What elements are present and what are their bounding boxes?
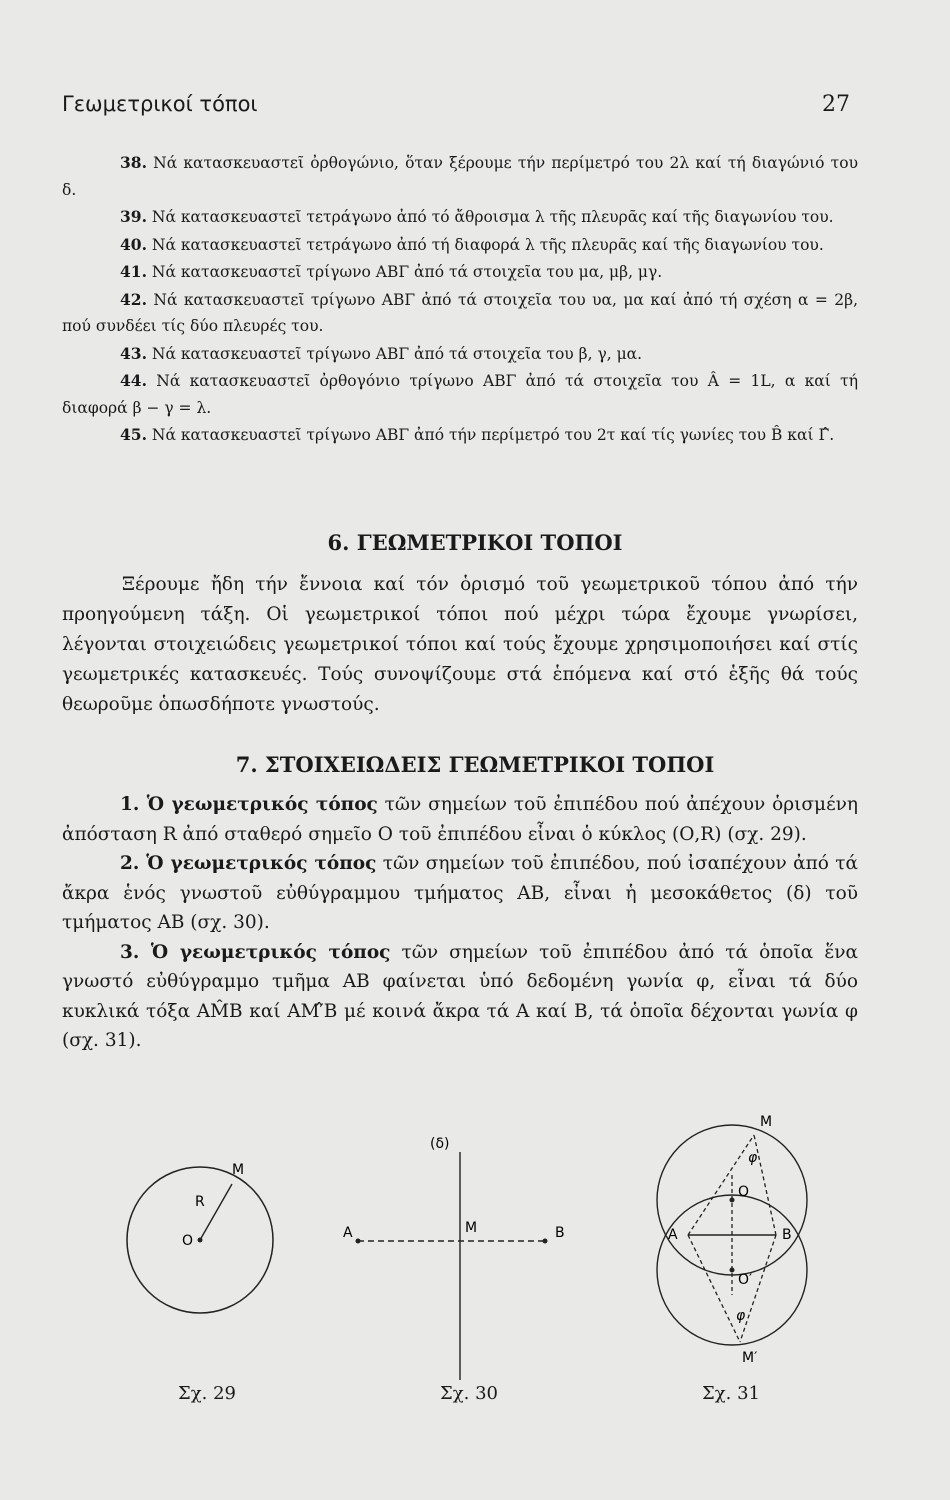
- exercise-item: [62, 204, 858, 231]
- exercise-text: Νά κατασκευαστεῖ τετράγωνο ἀπό τή διαφορά λ τῆς πλευρᾶς καί τῆς διαγωνίου του.: [151, 235, 824, 254]
- line-bm: [754, 1135, 776, 1235]
- label-b: B: [555, 1225, 565, 1241]
- locus-item: [62, 938, 858, 1056]
- locus-text: τῶν σημείων τοῦ ἐπιπέδου, πού ἰσαπέχουν ἀπό τά ἄκρα ἑνός γνωστοῦ εὐθύγραμμου τμήματος ΑΒ, εἶναι ἡ μεσοκάθετος (δ) τοῦ τμήματος ΑΒ (σχ. 30).: [62, 853, 859, 933]
- exercise-number: 44.: [120, 371, 147, 390]
- center-o2: [730, 1268, 735, 1273]
- caption-fig-31: Σχ. 31: [702, 1383, 760, 1404]
- exercise-number: 39.: [120, 207, 147, 226]
- label-phi-lower: φ: [736, 1308, 746, 1324]
- label-a: A: [343, 1225, 353, 1241]
- figure-29: [127, 1162, 273, 1313]
- exercise-item: [62, 422, 858, 449]
- exercise-text: Νά κατασκευαστεῖ ὀρθογώνιο, ὅταν ξέρουμε τήν περίμετρό του 2λ καί τή διαγώνιό του δ.: [62, 154, 858, 199]
- section-6-paragraph: Ξέρουμε ἤδη τήν ἔννοια καί τόν ὁρισμό τοῦ γεωμετρικοῦ τόπου ἀπό τήν προηγούμενη τάξη. Οἱ γεωμετρικοί τόποι πού μέχρι τώρα ἔχουμε γνωρίσει, λέγονται στοιχειώδεις γεωμετρικοί τόποι καί τούς ἔχουμε χρησιμοποιήσει καί στίς γεωμετρικές κατασκευές. Τούς συνοψίζουμε στά ἑπόμενα καί στό ἑξῆς θά τούς θεωροῦμε ὁπωσδήποτε γνωστούς.: [62, 574, 858, 715]
- radius-line: [200, 1184, 232, 1240]
- label-radius: R: [195, 1194, 205, 1210]
- exercise-list: [62, 150, 858, 450]
- section-7-heading: 7. ΣΤΟΙΧΕΙΩΔΕΙΣ ΓΕΩΜΕΤΡΙΚΟΙ ΤΟΠΟΙ: [235, 752, 715, 777]
- figure-31: [657, 1114, 807, 1366]
- point-a: [356, 1239, 361, 1244]
- exercise-number: 43.: [120, 343, 147, 363]
- exercise-number: 38.: [120, 153, 147, 172]
- section-6-heading: 6. ΓΕΩΜΕΤΡΙΚΟΙ ΤΟΠΟΙ: [327, 530, 623, 555]
- label-m: M: [760, 1114, 773, 1130]
- caption-fig-29: Σχ. 29: [178, 1383, 236, 1404]
- locus-text: τῶν σημείων τοῦ ἐπιπέδου πού ἀπέχουν ὁρισμένη ἀπόσταση R ἀπό σταθερό σημεῖο Ο τοῦ ἐπιπέδου εἶναι ὁ κύκλος (Ο,R) (σχ. 29).: [62, 794, 858, 845]
- center-o: [730, 1198, 735, 1203]
- label-m-prime: M′: [742, 1350, 758, 1366]
- page-header: [62, 92, 850, 117]
- exercise-item: [62, 232, 858, 259]
- exercise-number: 41.: [120, 262, 147, 281]
- label-o: O: [738, 1184, 750, 1200]
- exercise-number: 45.: [120, 425, 147, 444]
- exercise-number: 42.: [120, 289, 147, 309]
- exercise-item: [62, 287, 858, 340]
- exercise-item: [62, 368, 858, 421]
- label-b: B: [782, 1227, 792, 1243]
- exercise-text: Νά κατασκευαστεῖ τρίγωνο ΑΒΓ ἀπό τήν περίμετρό του 2τ καί τίς γωνίες του B̂ καί Γ̂.: [151, 426, 835, 444]
- label-m: M: [465, 1220, 478, 1236]
- locus-lead: 1. Ὁ γεωμετρικός τόπος: [120, 794, 378, 815]
- chapter-title: Γεωμετρικοί τόποι: [62, 92, 258, 116]
- locus-list: [62, 790, 858, 1056]
- line-bm2: [740, 1235, 776, 1342]
- figure-30: [343, 1136, 565, 1380]
- exercise-text: Νά κατασκευαστεῖ τρίγωνο ΑΒΓ ἀπό τά στοιχεῖα του υα, μα καί ἀπό τή σχέση α = 2β, πού συνδέει τίς δύο πλευρές του.: [62, 290, 859, 335]
- exercise-item: [62, 150, 858, 203]
- exercise-item: [62, 259, 858, 286]
- locus-item: [62, 790, 858, 849]
- exercise-item: [62, 341, 858, 368]
- exercise-number: 40.: [120, 234, 147, 254]
- point-b: [543, 1239, 548, 1244]
- center-point: [198, 1238, 203, 1243]
- label-a: A: [668, 1227, 678, 1243]
- exercise-text: Νά κατασκευαστεῖ ὀρθογόνιο τρίγωνο ΑΒΓ ἀπό τά στοιχεῖα του Â = 1L, α καί τή διαφορά β − γ = λ.: [62, 372, 858, 417]
- label-phi: φ: [748, 1150, 758, 1166]
- locus-lead: 2. Ὁ γεωμετρικός τόπος: [120, 853, 377, 874]
- figures-area: [0, 1080, 950, 1410]
- exercise-text: Νά κατασκευαστεῖ τρίγωνο ΑΒΓ ἀπό τά στοιχεῖα του β, γ, μα.: [151, 344, 643, 363]
- label-line-delta: (δ): [430, 1136, 450, 1152]
- label-point-m: M: [232, 1162, 245, 1178]
- exercise-text: Νά κατασκευαστεῖ τρίγωνο ΑΒΓ ἀπό τά στοιχεῖα του μα, μβ, μγ.: [151, 263, 663, 281]
- page-number: 27: [822, 92, 850, 117]
- label-o-prime: O′: [738, 1272, 753, 1288]
- exercise-text: Νά κατασκευαστεῖ τετράγωνο ἀπό τό ἄθροισμα λ τῆς πλευρᾶς καί τῆς διαγωνίου του.: [151, 208, 834, 226]
- caption-fig-30: Σχ. 30: [440, 1383, 498, 1404]
- label-center: O: [182, 1233, 194, 1249]
- locus-item: [62, 849, 858, 938]
- locus-text: τῶν σημείων τοῦ ἐπιπέδου ἀπό τά ὁποῖα ἕνα γνωστό εὐθύγραμμο τμῆμα ΑΒ φαίνεται ὑπό δεδομένη γωνία φ, εἶναι τά δύο κυκλικά τόξα ΑM̂Β καί ΑM′̂Β μέ κοινά ἄκρα τά Α καί Β, τά ὁποῖα δέχονται γωνία φ (σχ. 31).: [62, 941, 858, 1051]
- locus-lead: 3. Ὁ γεωμετρικός τόπος: [120, 941, 391, 963]
